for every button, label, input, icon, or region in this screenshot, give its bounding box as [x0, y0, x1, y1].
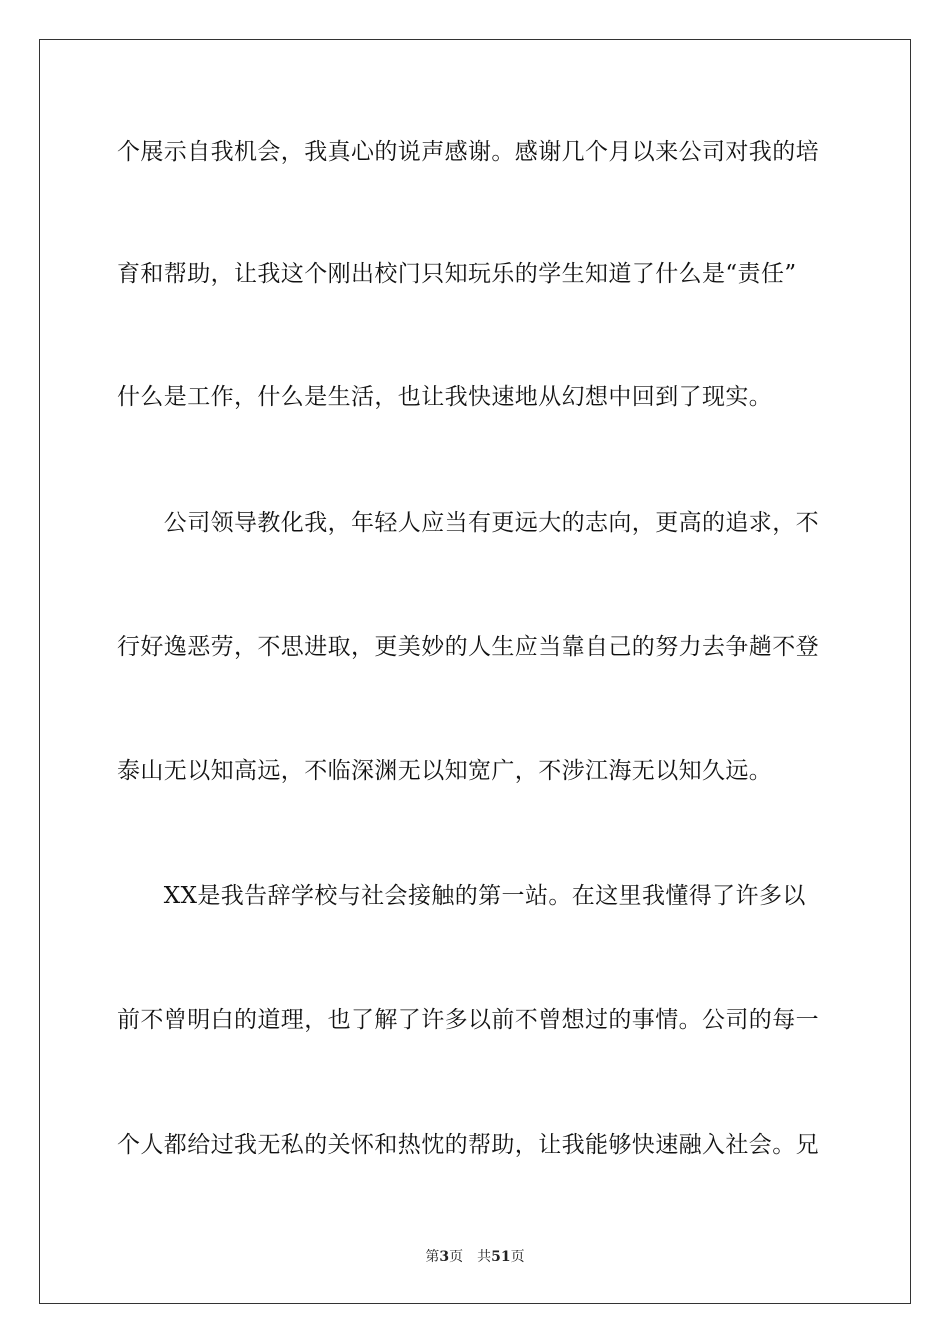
body-line-1: 个展示自我机会，我真心的说声感谢。感谢几个月以来公司对我的培 [117, 139, 819, 165]
body-line-9: 个人都给过我无私的关怀和热忱的帮助，让我能够快速融入社会。兄 [117, 1132, 819, 1158]
page-footer [0, 1248, 950, 1266]
body-line-7: XX是我告辞学校与社会接触的第一站。在这里我懂得了许多以 [117, 883, 806, 909]
footer-page-prefix: 第 [425, 1249, 440, 1265]
footer-total-prefix: 共 [477, 1249, 492, 1265]
footer-total-number: 51 [491, 1249, 511, 1265]
page-frame [39, 39, 911, 1304]
body-line-6: 泰山无以知高远，不临深渊无以知宽广，不涉江海无以知久远。 [117, 758, 773, 784]
body-line-3: 什么是工作，什么是生活，也让我快速地从幻想中回到了现实。 [117, 384, 773, 410]
footer-page-suffix: 页 [449, 1249, 464, 1265]
footer-total-suffix: 页 [510, 1249, 525, 1265]
body-line-5: 行好逸恶劳，不思进取，更美妙的人生应当靠自己的努力去争趟不登 [117, 634, 819, 660]
footer-page-number: 3 [439, 1249, 450, 1265]
body-line-2: 育和帮助，让我这个刚出校门只知玩乐的学生知道了什么是“责任” [117, 261, 797, 287]
body-line-4: 公司领导教化我，年轻人应当有更远大的志向，更高的追求，不 [117, 510, 819, 536]
body-line-8: 前不曾明白的道理，也了解了许多以前不曾想过的事情。公司的每一 [117, 1007, 819, 1033]
